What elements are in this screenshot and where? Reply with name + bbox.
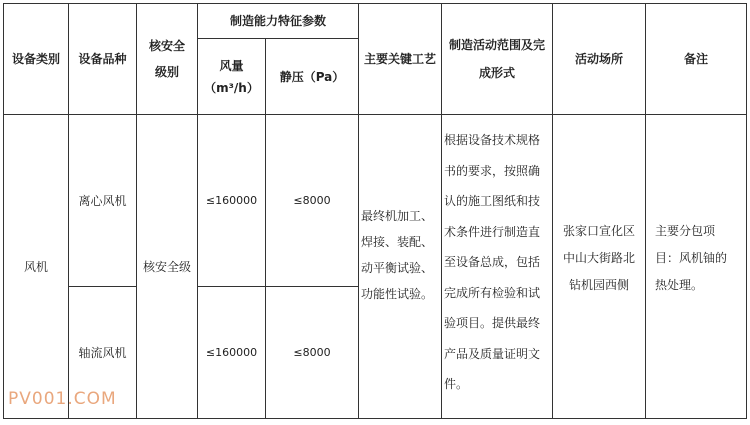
table-rule (3, 418, 747, 419)
cell-category: 风机 (23, 259, 48, 274)
cell-variety-axial: 轴流风机 (78, 345, 127, 360)
header-static-pressure: 静压（Pa） (279, 69, 345, 84)
cell-nuclear-level: 核安全级 (142, 259, 191, 274)
header-remark: 备注 (683, 52, 708, 66)
cell-variety-centrifugal: 离心风机 (78, 193, 127, 208)
header-params-group: 制造能力特征参数 (229, 14, 326, 28)
cell-pressure-centrifugal: ≤8000 (293, 193, 331, 207)
cell-site: 张家口宣化区 中山大街路北 钻机园西侧 (562, 224, 635, 292)
header-variety: 设备品种 (78, 52, 127, 66)
header-nuclear-level: 核安全 级别 (148, 39, 185, 79)
cell-pressure-axial: ≤8000 (293, 345, 331, 359)
header-scope: 制造活动范围及完 成形式 (448, 38, 545, 80)
header-site: 活动场所 (574, 52, 623, 66)
header-category: 设备类别 (11, 52, 60, 66)
cell-scope: 根据设备技术规格 书的要求，按照确 认的施工图纸和技 术条件进行制造直 至设备总成，包括 完成所有检验和试 验项目。提供最终 产品及质量证明文 件。 (444, 133, 541, 391)
cell-key-process: 最终机加工、 焊接、装配、 动平衡试验、 功能性试验。 (361, 209, 434, 301)
cell-airflow-centrifugal: ≤160000 (205, 193, 258, 207)
watermark-text: PV001.COM (8, 389, 117, 409)
cell-airflow-axial: ≤160000 (205, 345, 258, 359)
header-airflow: 风量（m³/h） (204, 58, 259, 95)
cell-remark: 主要分包项 目：风机铀的 热处理。 (655, 224, 728, 292)
header-key-process: 主要关键工艺 (363, 52, 436, 66)
table-rule (746, 3, 747, 419)
